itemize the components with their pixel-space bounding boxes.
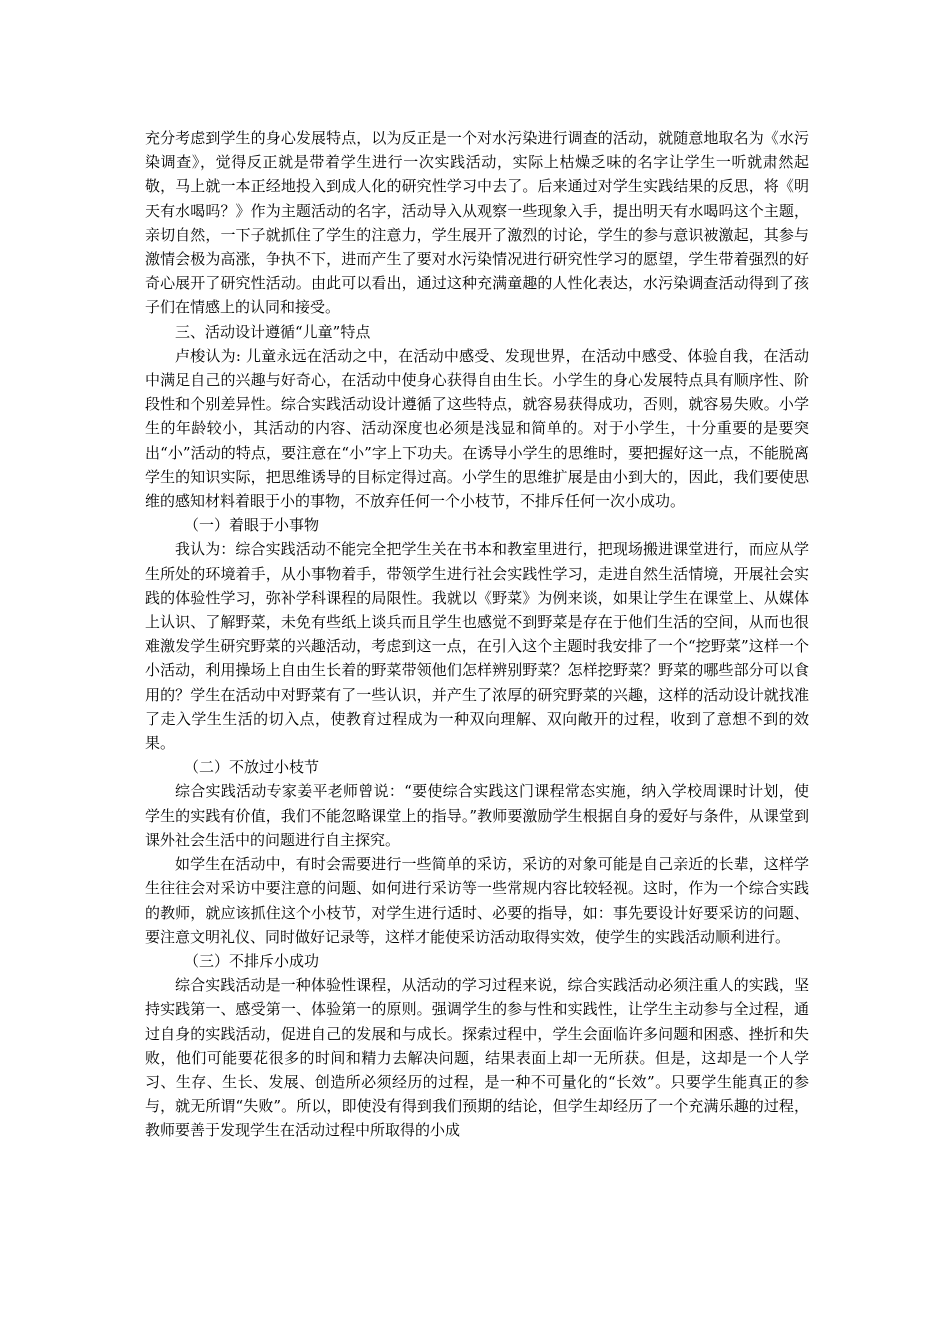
paragraph-rousseau: 卢梭认为: 儿童永远在活动之中，在活动中感受、发现世界，在活动中感受、体验自我，在活动中满足自己的兴趣与好奇心，在活动中使身心获得自由生长。小学生的身心发展特点具有顺序性、阶段性和个别差异性。综合实践活动设计遵循了这些特点，就容易获得成功，否则，就容易失败。小学生的年龄较小，其活动的内容、活动深度也必须是浅显和简单的。对于小学生，十分重要的是要突出“小”活动的特点，要注意在“小”字上下功夫。在诱导小学生的思维时，要把握好这一点，不能脱离学生的知识实际，把思维诱导的目标定得过高。小学生的思维扩展是由小到大的，因此，我们要使思维的感知材料着眼于小的事物，不放弃任何一个小枝节，不排斥任何一次小成功。 — [145, 346, 809, 511]
sub-heading-1: （一）着眼于小事物 — [184, 516, 320, 535]
paragraph-small-things: 我认为：综合实践活动不能完全把学生关在书本和教室里进行，把现场搬进课堂进行，而应从学生所处的环境着手，从小事物着手，带领学生进行社会实践性学习，走进自然生活情境，开展社会实践的体验性学习，弥补学科课程的局限性。我就以《野菜》为例来谈，如果让学生在课堂上、从媒体上认识、了解野菜，未免有些纸上谈兵而且学生也感觉不到野菜是存在于他们生活的空间，从而也很难激发学生研究野菜的兴趣活动，考虑到这一点，在引入这个主题时我安排了一个“挖野菜”这样一个小活动，利用操场上自由生长着的野菜带领他们怎样辨别野菜？怎样挖野菜？野菜的哪些部分可以食用的？学生在活动中对野菜有了一些认识，并产生了浓厚的研究野菜的兴趣，这样的活动设计就找准了走入学生生活的切入点，使教育过程成为一种双向理解、双向敞开的过程，收到了意想不到的效果。 — [145, 540, 809, 753]
section-heading-3: 三、活动设计遵循“儿童”特点 — [175, 322, 371, 341]
sub-heading-3: （三）不排斥小成功 — [184, 951, 320, 970]
paragraph-interview: 如学生在活动中，有时会需要进行一些简单的采访，采访的对象可能是自己亲近的长辈，这样学生往往会对采访中要注意的问题、如何进行采访等一些常规内容比较轻视。这时，作为一个综合实践的教师，就应该抓住这个小枝节，对学生进行适时、必要的指导，如：事先要设计好要采访的问题、要注意文明礼仪、同时做好记录等，这样才能使采访活动取得实效，使学生的实践活动顺利进行。 — [145, 855, 809, 946]
paragraph-small-success: 综合实践活动是一种体验性课程，从活动的学习过程来说，综合实践活动必须注重人的实践，坚持实践第一、感受第一、体验第一的原则。强调学生的参与性和实践性，让学生主动参与全过程，通过自身的实践活动，促进自己的发展和与成长。探索过程中，学生会面临许多问题和困惑、挫折和失败，他们可能要花很多的时间和精力去解决问题，结果表面上却一无所获。但是，这却是一个人学习、生存、生长、发展、创造所必须经历的过程，是一种不可量化的“长效”。只要学生能真正的参与，就无所谓“失败”。所以，即使没有得到我们预期的结论，但学生却经历了一个充满乐趣的过程，教师要善于发现学生在活动过程中所取得的小成 — [145, 976, 809, 1140]
paragraph-continuation: 充分考虑到学生的身心发展特点，以为反正是一个对水污染进行调查的活动，就随意地取名为《水污染调查》，觉得反正就是带着学生进行一次实践活动，实际上枯燥乏味的名字让学生一听就肃然起敬，马上就一本正经地投入到成人化的研究性学习中去了。后来通过对学生实践结果的反思，将《明天有水喝吗？》作为主题活动的名字，活动导入从观察一些现象入手，提出明天有水喝吗这个主题，亲切自然，一下子就抓住了学生的注意力，学生展开了激烈的讨论，学生的参与意识被激起，其参与激情会极为高涨，争执不下，进而产生了要对水污染情况进行研究性学习的愿望，学生带着强烈的好奇心展开了研究性活动。由此可以看出，通过这种充满童趣的人性化表达，水污染调查活动得到了孩子们在情感上的认同和接受。 — [145, 129, 809, 317]
sub-heading-2: （二）不放过小枝节 — [184, 758, 320, 777]
paragraph-expert-quote: 综合实践活动专家姜平老师曾说：“要使综合实践这门课程常态实施，纳入学校周课时计划，使学生的实践有价值，我们不能忽略课堂上的指导。”教师要激励学生根据自身的爱好与条件，从课堂到课外社会生活中的问题进行自主探究。 — [145, 782, 809, 849]
document-page — [145, 126, 809, 1143]
